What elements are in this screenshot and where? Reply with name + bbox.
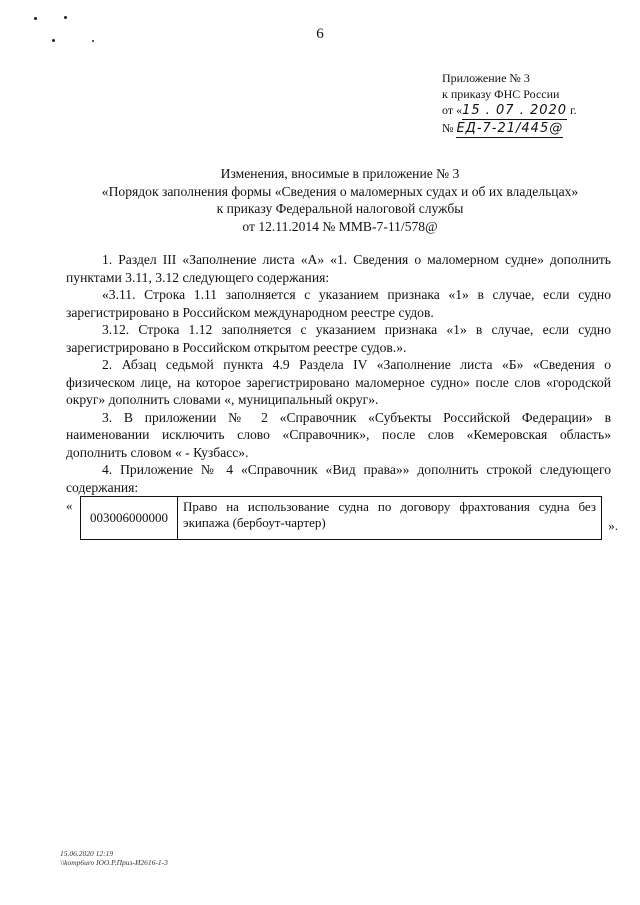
paragraph-1: 1. Раздел III «Заполнение листа «А» «1. Сведения о маломерном судне» дополнить пунктами 3.11, 3.12 следующего содержания: (66, 252, 611, 285)
handwritten-number: ЕД-7-21/445@ (456, 121, 564, 136)
paragraph-2: 2. Абзац седьмой пункта 4.9 Раздела IV «Заполнение листа «Б» «Сведения о физическом лице, на которое зарегистрировано маломерное судно» после слов «городской округ» дополнить словами «, муниципальный округ». (66, 357, 611, 407)
paragraph-3-11: «3.11. Строка 1.11 заполняется с указанием признака «1» в случае, если судно зарегистрировано в Российском международном реестре судов. (66, 287, 611, 320)
title-line-3: к приказу Федеральной налоговой службы (216, 201, 464, 216)
footer-path: \\komp6uro ЮО.P.Приз-И2616-1-3 (60, 858, 168, 867)
title-line-4: от 12.11.2014 № ММВ-7-11/578@ (242, 218, 438, 234)
appendix-line-2: к приказу ФНС России (442, 87, 560, 101)
paragraph-3-12: 3.12. Строка 1.12 заполняется с указанием признака «1» в случае, если судно зарегистрировано в Российском открытом реестре судов.». (66, 322, 611, 355)
document-body (66, 251, 611, 496)
document-title (60, 165, 620, 235)
appendix-number-row (442, 120, 622, 138)
open-quote: « (66, 498, 73, 513)
title-line-1: Изменения, вносимые в приложение № 3 (220, 166, 460, 181)
paragraph-4: 4. Приложение № 4 «Справочник «Вид права»» дополнить строкой следующего содержания: (66, 462, 611, 495)
appendix-line-1: Приложение № 3 (442, 71, 530, 85)
rights-type-table-block (62, 496, 618, 542)
handwritten-date: 15 . 07 . 2020 (462, 103, 568, 118)
footer-timestamp: 15.06.2020 12:19 (60, 849, 114, 858)
paragraph-3: 3. В приложении № 2 «Справочник «Субъекты Российской Федерации» в наименовании исключить слово «Справочник», после слов «Кемеровская область» дополнить словом « - Кузбасс». (66, 409, 611, 460)
number-prefix: № (442, 121, 454, 135)
table-cell-code: 003006000000 (81, 497, 178, 540)
rights-type-table (80, 496, 602, 540)
appendix-date-row (442, 102, 622, 120)
page-number: 6 (316, 26, 324, 42)
appendix-header (442, 70, 622, 138)
date-prefix: от « (442, 103, 463, 117)
title-line-2: «Порядок заполнения формы «Сведения о маломерных судах и об их владельцах» (101, 183, 579, 199)
close-quote: ». (608, 518, 618, 533)
footer-stamp (60, 849, 168, 867)
table-row (81, 497, 602, 540)
table-cell-description: Право на использование судна по договору фрахтования судна без экипажа (бербоут-чартер) (178, 497, 602, 540)
date-suffix: г. (570, 103, 577, 117)
